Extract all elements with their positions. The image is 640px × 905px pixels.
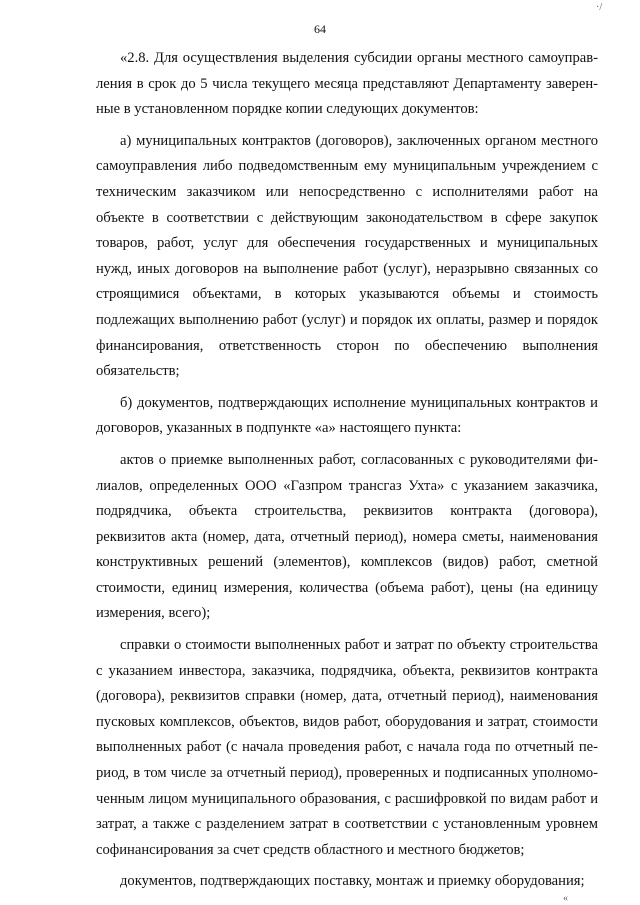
bottom-corner-mark: « xyxy=(563,893,568,904)
paragraph-acts: актов о приемке выполненных работ, согласованных с руководителями филиалов, определенных ООО «Газпром трансгаз Ухта» с указанием заказчика, подрядчика, объекта строительства, реквизитов контракта (договора), реквизитов акта (номер, дата, отчетный период), номера сметы, наименования конструктивных решений (элементов), комплексов (видов) работ, сметной стоимости, единиц измерения, количества (объема работ), цены (на единицу измерения, всего); xyxy=(96,451,598,622)
document-body xyxy=(96,46,598,895)
paragraph-equipment-documents: документов, подтверждающих поставку, монтаж и приемку оборудования; xyxy=(120,873,585,890)
paragraph-2-8-intro: «2.8. Для осуществления выделения субсидии органы местного самоуправления в срок до 5 числа текущего месяца представляют Департаменту заверенные в установленном порядке копии следующих документов: xyxy=(96,50,598,118)
paragraph-item-b: б) документов, подтверждающих исполнение муниципальных контрактов и договоров, указанных в подпункте «а» настоящего пункта: xyxy=(96,394,598,437)
page-number: 64 xyxy=(314,22,326,36)
paragraph-item-a: а) муниципальных контрактов (договоров), заключенных органом местного самоуправления либо подведомственным ему муниципальным учреждением с техническим заказчиком или непосредственно с исполнителями работ на объекте в соответствии с действующим законодательством в сфере закупок товаров, работ, услуг для обеспечения государственных и муниципальных нужд, иных договоров на выполнение работ (услуг), неразрывно связанных со строящимися объектами, в которых указываются объемы и стоимость подлежащих выполнению работ (услуг) и порядок их оплаты, размер и порядок финансирования, ответственность сторон по обеспечению выполнения обязательств; xyxy=(96,132,598,380)
paragraph-certificates: справки о стоимости выполненных работ и затрат по объекту строительства с указанием инвестора, заказчика, подрядчика, объекта, реквизитов контракта (договора), реквизитов справки (номер, дата, отчетный период), наименования пусковых комплексов, объектов, видов работ, оборудования и затрат, стоимости выполненных работ (с начала проведения работ, с начала года по отчетный период, в том числе за отчетный период), проверенных и подписанных уполномоченным лицом муниципального образования, с расшифровкой по видам работ и затрат, а также с разделением затрат в соответствии с установленным уровнем софинансирования за счет средств областного и местного бюджетов; xyxy=(96,637,598,858)
top-corner-mark: ·/ xyxy=(596,2,603,13)
